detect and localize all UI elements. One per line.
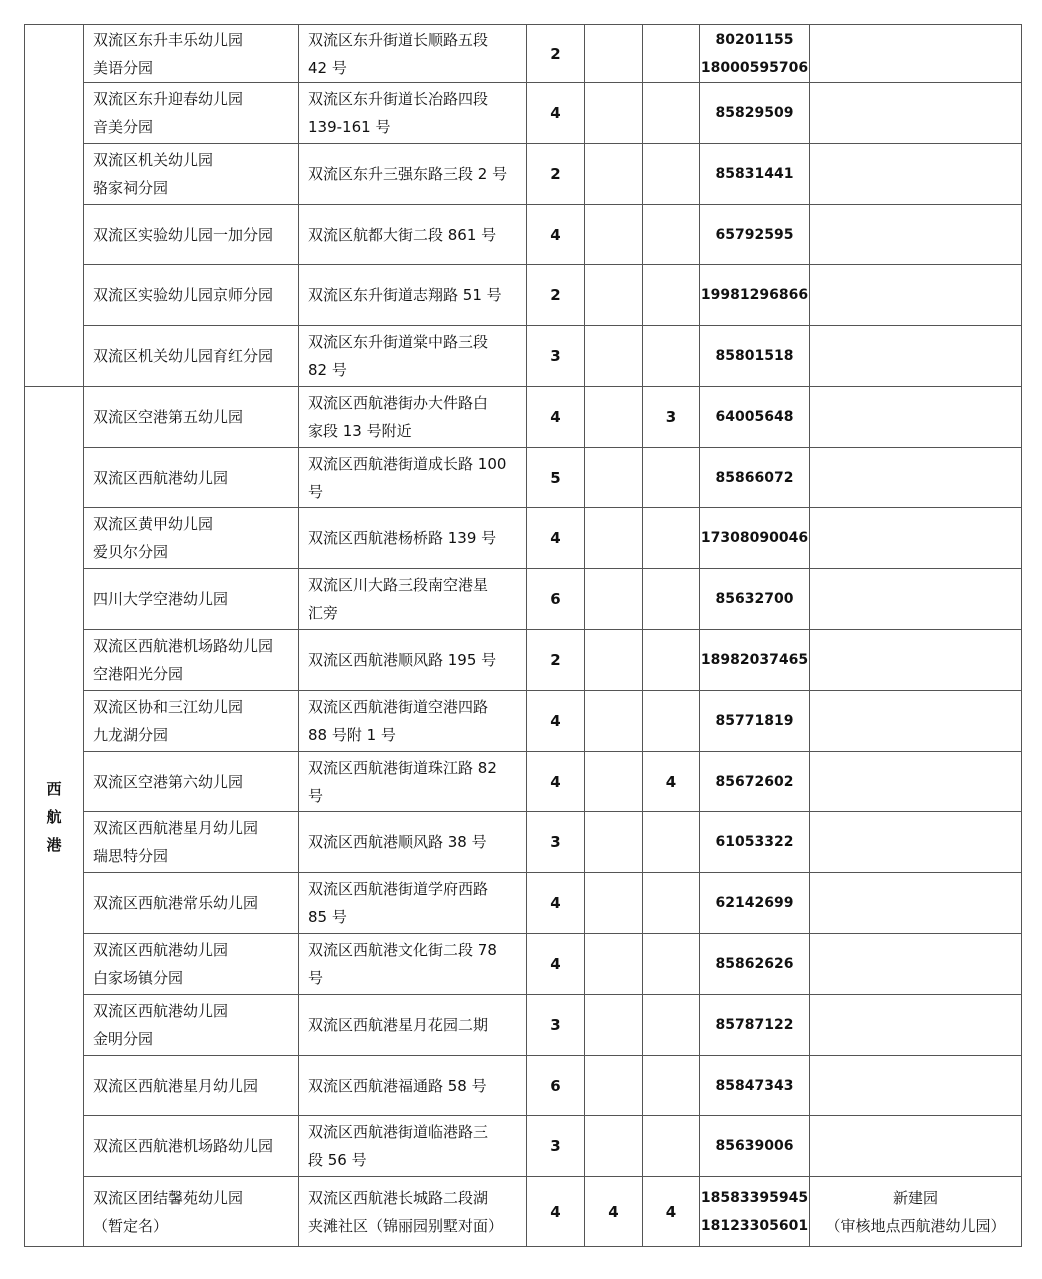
kindergarten-address (299, 144, 527, 205)
count-col-1: 3 (527, 812, 585, 873)
count-col-3 (643, 1056, 700, 1116)
kindergarten-name-line: 双流区东升丰乐幼儿园 (93, 30, 244, 49)
count-col-3 (643, 691, 700, 752)
remarks (810, 25, 1022, 83)
phone-number-line: 85831441 (715, 166, 794, 182)
kindergarten-address-line: 夹滩社区（锦丽园别墅对面） (308, 1216, 504, 1235)
kindergarten-name (84, 995, 299, 1056)
remarks (810, 1177, 1022, 1247)
kindergarten-address-line: 双流区东升街道长顺路五段 (308, 30, 489, 49)
kindergarten-address-line: 双流区西航港街道珠江路 82 (308, 758, 497, 777)
kindergarten-name (84, 934, 299, 995)
table-row (25, 691, 1022, 752)
count-col-3: 4 (643, 752, 700, 812)
phone-number-line: 18000595706 (700, 59, 809, 76)
table-row (25, 1177, 1022, 1247)
count-col-3 (643, 83, 700, 144)
count-col-1: 4 (527, 1177, 585, 1247)
remarks (810, 812, 1022, 873)
count-col-3 (643, 144, 700, 205)
kindergarten-address-line: 双流区西航港顺风路 38 号 (308, 833, 487, 851)
count-col-2 (585, 873, 643, 934)
kindergarten-name-line: 双流区东升迎春幼儿园 (93, 90, 244, 108)
remarks (810, 205, 1022, 265)
kindergarten-address-line: 双流区西航港长城路二段湖 (308, 1188, 489, 1207)
kindergarten-name (84, 448, 299, 508)
district-cell (25, 387, 84, 1247)
table-row (25, 144, 1022, 205)
kindergarten-name-line: 双流区机关幼儿园育红分园 (93, 347, 274, 365)
phone-number-line: 85866072 (715, 469, 794, 486)
phone-number-line: 85632700 (715, 591, 794, 607)
table-row (25, 387, 1022, 448)
phone-number (700, 995, 810, 1056)
count-col-3: 4 (643, 1177, 700, 1247)
count-col-3: 3 (643, 387, 700, 448)
kindergarten-address-line: 139-161 号 (308, 118, 391, 136)
count-col-1: 6 (527, 569, 585, 630)
count-col-1: 4 (527, 508, 585, 569)
kindergarten-name-line: 双流区协和三江幼儿园 (93, 698, 244, 716)
kindergarten-address-line: 双流区东升街道棠中路三段 (308, 333, 489, 351)
count-col-2 (585, 1116, 643, 1177)
remarks (810, 448, 1022, 508)
table-row (25, 448, 1022, 508)
count-col-1: 2 (527, 265, 585, 326)
kindergarten-name-line: 双流区西航港常乐幼儿园 (93, 894, 259, 912)
kindergarten-name-line: 双流区西航港机场路幼儿园 (93, 1137, 274, 1155)
count-col-3 (643, 205, 700, 265)
kindergarten-address-line: 双流区西航港街道空港四路 (308, 698, 489, 716)
count-col-2 (585, 25, 643, 83)
count-col-2 (585, 934, 643, 995)
kindergarten-name-line: 爱贝尔分园 (93, 543, 169, 561)
kindergarten-name-line: 音美分园 (93, 118, 154, 136)
table-row (25, 205, 1022, 265)
kindergarten-address-line: 号 (308, 482, 324, 501)
phone-number (700, 508, 810, 569)
district-char: 西 (46, 779, 62, 798)
kindergarten-address (299, 448, 527, 508)
count-col-1: 4 (527, 691, 585, 752)
kindergarten-address (299, 326, 527, 387)
remarks (810, 1116, 1022, 1177)
phone-number (700, 83, 810, 144)
kindergarten-address-line: 双流区西航港街道成长路 100 (308, 454, 507, 473)
count-col-2: 4 (585, 1177, 643, 1247)
phone-number-line: 62142699 (715, 895, 794, 911)
count-col-3 (643, 995, 700, 1056)
phone-number (700, 1116, 810, 1177)
kindergarten-name (84, 752, 299, 812)
table-row (25, 508, 1022, 569)
count-col-2 (585, 752, 643, 812)
count-col-1: 4 (527, 752, 585, 812)
kindergarten-name (84, 569, 299, 630)
phone-number (700, 265, 810, 326)
kindergarten-address-line: 双流区东升三强东路三段 2 号 (308, 165, 508, 183)
kindergarten-name (84, 1116, 299, 1177)
remarks (810, 995, 1022, 1056)
kindergarten-name (84, 1177, 299, 1247)
count-col-2 (585, 691, 643, 752)
table-row (25, 1056, 1022, 1116)
remarks (810, 691, 1022, 752)
phone-number-line: 85847343 (715, 1077, 794, 1094)
kindergarten-address (299, 1116, 527, 1177)
count-col-2 (585, 326, 643, 387)
kindergarten-address-line: 42 号 (308, 58, 347, 77)
table-row (25, 326, 1022, 387)
kindergarten-name-line: 双流区空港第五幼儿园 (93, 408, 244, 426)
count-col-3 (643, 326, 700, 387)
kindergarten-address-line: 82 号 (308, 361, 347, 379)
kindergarten-address (299, 812, 527, 873)
kindergarten-address (299, 508, 527, 569)
count-col-3 (643, 812, 700, 873)
count-col-3 (643, 569, 700, 630)
table-row (25, 1116, 1022, 1177)
table-row (25, 265, 1022, 326)
count-col-1: 3 (527, 326, 585, 387)
phone-number-line: 18123305601 (700, 1217, 809, 1234)
remarks (810, 630, 1022, 691)
kindergarten-address (299, 934, 527, 995)
phone-number-line: 65792595 (715, 226, 794, 243)
district-char: 港 (46, 835, 62, 854)
kindergarten-address (299, 569, 527, 630)
remarks (810, 752, 1022, 812)
remarks (810, 873, 1022, 934)
kindergarten-table (24, 24, 1022, 1247)
kindergarten-name (84, 630, 299, 691)
kindergarten-address (299, 1177, 527, 1247)
table-row (25, 812, 1022, 873)
kindergarten-name (84, 25, 299, 83)
count-col-1: 4 (527, 83, 585, 144)
kindergarten-name-line: 双流区西航港幼儿园 (93, 1002, 229, 1020)
kindergarten-name-line: 双流区空港第六幼儿园 (93, 772, 244, 791)
count-col-2 (585, 83, 643, 144)
count-col-2 (585, 630, 643, 691)
table-row (25, 630, 1022, 691)
table-row (25, 934, 1022, 995)
kindergarten-address-line: 双流区西航港星月花园二期 (308, 1016, 489, 1034)
count-col-1: 4 (527, 387, 585, 448)
count-col-3 (643, 265, 700, 326)
kindergarten-name-line: 双流区西航港星月幼儿园 (93, 819, 259, 837)
table-row (25, 569, 1022, 630)
phone-number (700, 691, 810, 752)
kindergarten-name-line: 白家场镇分园 (93, 969, 184, 987)
kindergarten-name-line: 九龙湖分园 (93, 726, 169, 744)
kindergarten-address-line: 双流区东升街道长冶路四段 (308, 90, 489, 108)
count-col-1: 2 (527, 630, 585, 691)
remarks (810, 508, 1022, 569)
phone-number (700, 1056, 810, 1116)
remarks (810, 144, 1022, 205)
kindergarten-name-line: 四川大学空港幼儿园 (93, 590, 229, 608)
count-col-2 (585, 1056, 643, 1116)
kindergarten-name (84, 144, 299, 205)
district-cell (25, 25, 84, 387)
kindergarten-address-line: 双流区西航港顺风路 195 号 (308, 651, 497, 669)
count-col-1: 5 (527, 448, 585, 508)
count-col-1: 3 (527, 995, 585, 1056)
kindergarten-address (299, 995, 527, 1056)
kindergarten-address (299, 83, 527, 144)
kindergarten-address-line: 段 56 号 (308, 1151, 367, 1169)
kindergarten-address-line: 双流区东升街道志翔路 51 号 (308, 286, 502, 304)
table-row (25, 752, 1022, 812)
kindergarten-address-line: 汇旁 (308, 604, 339, 622)
kindergarten-name (84, 812, 299, 873)
kindergarten-address-line: 双流区西航港文化街二段 78 (308, 941, 497, 959)
phone-number (700, 569, 810, 630)
phone-number-line: 85829509 (715, 105, 794, 121)
count-col-1: 4 (527, 873, 585, 934)
kindergarten-name-line: 双流区实验幼儿园京师分园 (93, 286, 274, 304)
kindergarten-address (299, 25, 527, 83)
count-col-1: 4 (527, 934, 585, 995)
kindergarten-name (84, 508, 299, 569)
kindergarten-name-line: 双流区西航港幼儿园 (93, 941, 229, 959)
remarks (810, 934, 1022, 995)
remarks-line: （审核地点西航港幼儿园） (825, 1216, 1006, 1235)
phone-number-line: 18583395945 (700, 1189, 809, 1206)
count-col-3 (643, 873, 700, 934)
phone-number-line: 17308090046 (700, 530, 809, 546)
count-col-1: 3 (527, 1116, 585, 1177)
count-col-1: 6 (527, 1056, 585, 1116)
kindergarten-address-line: 家段 13 号附近 (308, 422, 412, 440)
count-col-2 (585, 995, 643, 1056)
kindergarten-name (84, 326, 299, 387)
count-col-3 (643, 448, 700, 508)
phone-number-line: 85862626 (715, 956, 794, 972)
count-col-2 (585, 569, 643, 630)
count-col-2 (585, 144, 643, 205)
kindergarten-name-line: 瑞思特分园 (93, 847, 169, 865)
kindergarten-address-line: 双流区西航港街道学府西路 (308, 880, 489, 898)
kindergarten-name (84, 691, 299, 752)
kindergarten-name-line: 骆家祠分园 (93, 179, 169, 197)
phone-number-line: 85771819 (715, 713, 794, 729)
kindergarten-address-line: 88 号附 1 号 (308, 726, 396, 744)
kindergarten-address-line: 号 (308, 969, 324, 987)
phone-number-line: 85672602 (715, 773, 794, 790)
kindergarten-address-line: 号 (308, 786, 324, 805)
kindergarten-name-line: 双流区团结馨苑幼儿园 (93, 1188, 244, 1207)
count-col-1: 2 (527, 25, 585, 83)
kindergarten-name-line: 双流区实验幼儿园一加分园 (93, 225, 274, 244)
kindergarten-address-line: 85 号 (308, 908, 347, 926)
phone-number-line: 85801518 (715, 348, 794, 364)
table-row (25, 25, 1022, 83)
phone-number (700, 205, 810, 265)
table-row (25, 873, 1022, 934)
remarks (810, 265, 1022, 326)
table-row (25, 83, 1022, 144)
phone-number (700, 1177, 810, 1247)
phone-number (700, 144, 810, 205)
district-char: 航 (46, 807, 62, 826)
phone-number-line: 80201155 (715, 31, 794, 48)
phone-number (700, 387, 810, 448)
count-col-1: 2 (527, 144, 585, 205)
phone-number-line: 64005648 (715, 409, 794, 425)
phone-number (700, 25, 810, 83)
phone-number (700, 934, 810, 995)
phone-number (700, 326, 810, 387)
phone-number-line: 85787122 (715, 1017, 794, 1033)
kindergarten-address (299, 205, 527, 265)
kindergarten-address (299, 691, 527, 752)
kindergarten-address (299, 1056, 527, 1116)
remarks (810, 326, 1022, 387)
kindergarten-address-line: 双流区西航港福通路 58 号 (308, 1076, 487, 1095)
kindergarten-name (84, 1056, 299, 1116)
phone-number-line: 85639006 (715, 1138, 794, 1154)
count-col-3 (643, 25, 700, 83)
kindergarten-name-line: 双流区黄甲幼儿园 (93, 515, 214, 533)
count-col-2 (585, 448, 643, 508)
count-col-2 (585, 508, 643, 569)
remarks (810, 83, 1022, 144)
document-page (24, 24, 1022, 1247)
phone-number (700, 812, 810, 873)
kindergarten-address-line: 双流区川大路三段南空港星 (308, 576, 489, 594)
kindergarten-name-line: 双流区机关幼儿园 (93, 151, 214, 169)
remarks-line: 新建园 (892, 1188, 938, 1207)
count-col-2 (585, 205, 643, 265)
kindergarten-name-line: 双流区西航港机场路幼儿园 (93, 637, 274, 655)
kindergarten-name (84, 873, 299, 934)
kindergarten-name (84, 387, 299, 448)
kindergarten-address-line: 双流区航都大街二段 861 号 (308, 225, 497, 244)
count-col-2 (585, 387, 643, 448)
kindergarten-name-line: 空港阳光分园 (93, 665, 184, 683)
count-col-1: 4 (527, 205, 585, 265)
kindergarten-address (299, 387, 527, 448)
kindergarten-address (299, 873, 527, 934)
count-col-3 (643, 630, 700, 691)
count-col-2 (585, 265, 643, 326)
phone-number-line: 18982037465 (700, 652, 809, 668)
table-row (25, 995, 1022, 1056)
phone-number-line: 61053322 (715, 834, 794, 850)
phone-number (700, 448, 810, 508)
kindergarten-name-line: 双流区西航港星月幼儿园 (93, 1076, 259, 1095)
phone-number (700, 752, 810, 812)
remarks (810, 1056, 1022, 1116)
kindergarten-name (84, 265, 299, 326)
kindergarten-name (84, 205, 299, 265)
kindergarten-name-line: （暂定名） (93, 1216, 169, 1235)
kindergarten-name-line: 金明分园 (93, 1030, 154, 1048)
count-col-3 (643, 1116, 700, 1177)
kindergarten-name-line: 双流区西航港幼儿园 (93, 468, 229, 487)
phone-number (700, 873, 810, 934)
remarks (810, 569, 1022, 630)
kindergarten-name-line: 美语分园 (93, 58, 154, 77)
kindergarten-address (299, 630, 527, 691)
kindergarten-address-line: 双流区西航港杨桥路 139 号 (308, 529, 497, 547)
remarks (810, 387, 1022, 448)
count-col-2 (585, 812, 643, 873)
kindergarten-name (84, 83, 299, 144)
count-col-3 (643, 508, 700, 569)
kindergarten-address (299, 265, 527, 326)
kindergarten-address-line: 双流区西航港街道临港路三 (308, 1123, 489, 1141)
phone-number-line: 19981296866 (700, 287, 809, 303)
kindergarten-address-line: 双流区西航港街办大件路白 (308, 394, 489, 412)
phone-number (700, 630, 810, 691)
kindergarten-address (299, 752, 527, 812)
count-col-3 (643, 934, 700, 995)
